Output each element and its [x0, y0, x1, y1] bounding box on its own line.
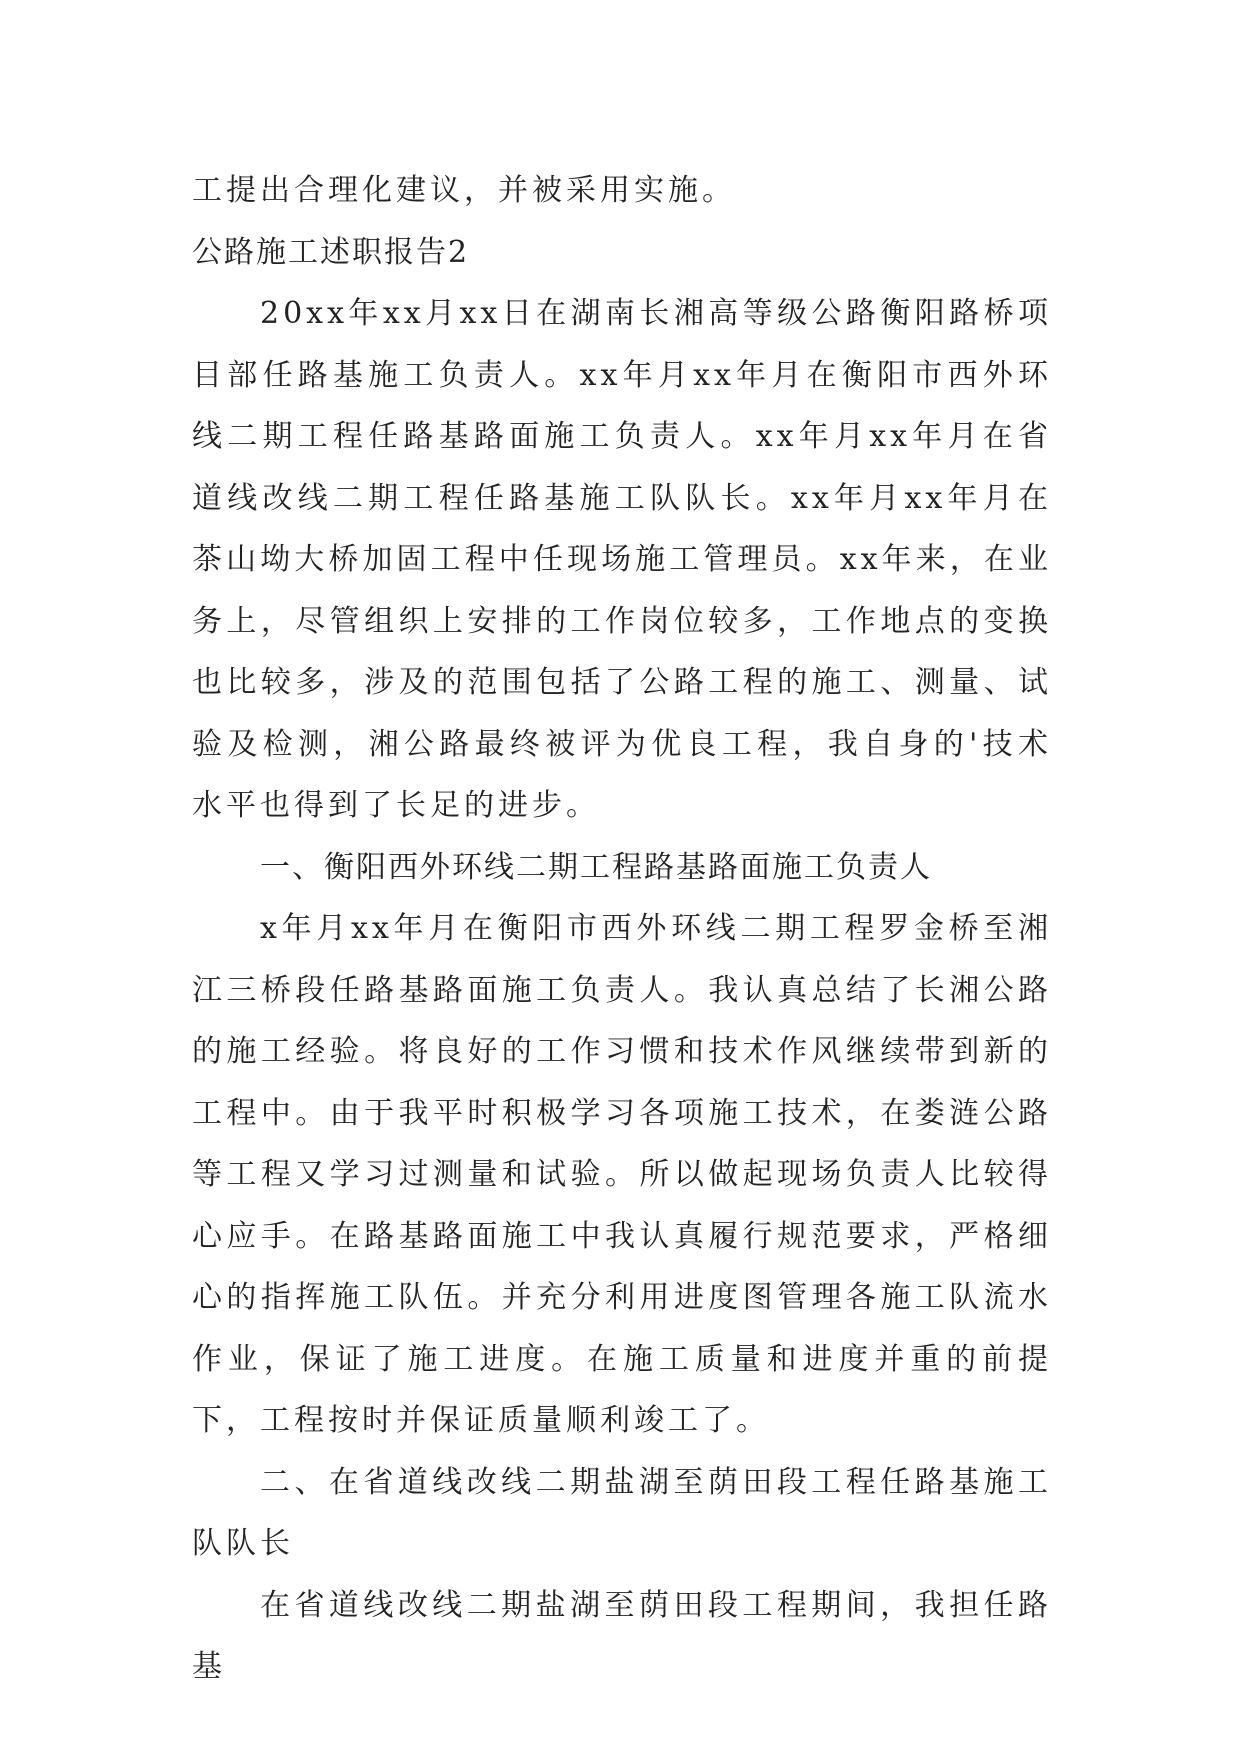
- section-1-heading: 一、衡阳西外环线二期工程路基路面施工负责人: [260, 849, 932, 885]
- report-title: 公路施工述职报告2: [192, 234, 470, 270]
- section-1-body: x年月xx年月在衡阳市西外环线二期工程罗金桥至湘江三桥段任路基路面施工负责人。我认真总结了长湘公路的施工经验。将良好的工作习惯和技术作风继续带到新的工程中。由于我平时积极学习各项施工技术，在娄涟公路等工程又学习过测量和试验。所以做起现场负责人比较得心应手。在路基路面施工中我认真履行规范要求，严格细心的指挥施工队伍。并充分利用进度图管理各施工队流水作业，保证了施工进度。在施工质量和进度并重的前提下，工程按时并保证质量顺利竣工了。: [192, 911, 1052, 1438]
- paragraph-intro: 20xx年xx月xx日在湖南长湘高等级公路衡阳路桥项目部任路基施工负责人。xx年月xx年月在衡阳市西外环线二期工程任路基路面施工负责人。xx年月xx年月在省道线改线二期工程任路基施工队队长。xx年月xx年月在茶山坳大桥加固工程中任现场施工管理员。xx年来，在业务上，尽管组织上安排的工作岗位较多，工作地点的变换也比较多，涉及的范围包括了公路工程的施工、测量、试验及检测，湘公路最终被评为优良工程，我自身的'技术水平也得到了长足的进步。: [192, 296, 1052, 823]
- section-2-body: 在省道线改线二期盐湖至荫田段工程期间，我担任路基: [192, 1587, 1052, 1684]
- lead-line: 工提出合理化建议，并被采用实施。: [192, 173, 736, 208]
- section-2-heading: 二、在省道线改线二期盐湖至荫田段工程任路基施工队队长: [192, 1464, 1052, 1561]
- document-page: [192, 160, 1052, 1698]
